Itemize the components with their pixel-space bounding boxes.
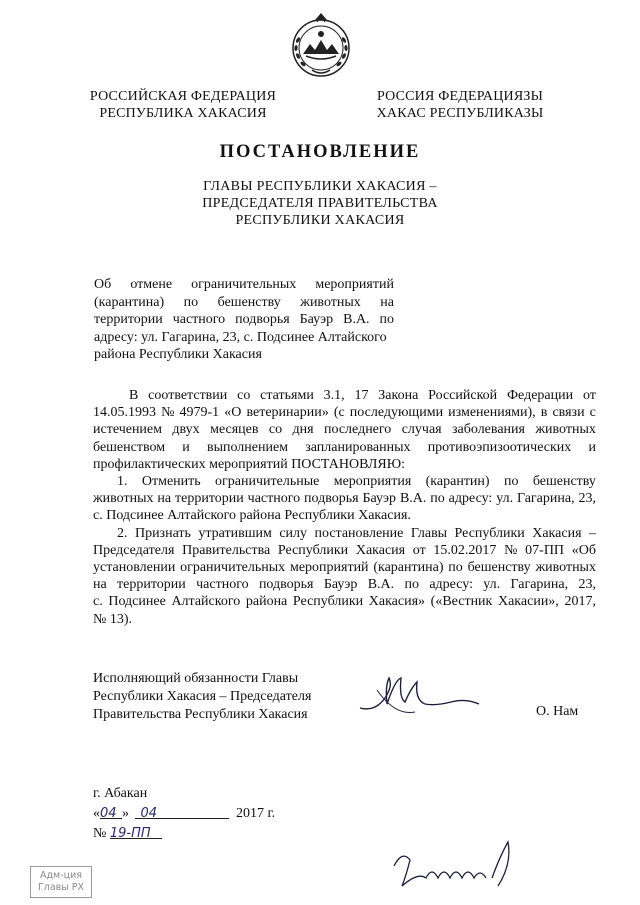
paragraph-3-line-6: № 13). (93, 611, 133, 627)
word: мероприятия (333, 474, 412, 490)
word: территории (94, 312, 163, 327)
subject-line-2 (94, 294, 394, 312)
word: с (589, 405, 596, 421)
date-line (93, 804, 275, 824)
paragraph-2-line-1 (93, 473, 596, 490)
word: Закона (378, 388, 419, 403)
word: 2017, (564, 594, 596, 610)
paragraph-1-line-2 (93, 404, 596, 421)
header-left-line-1: РОССИЙСКАЯ ФЕДЕРАЦИЯ (89, 89, 277, 104)
word: Бауэр (323, 577, 358, 593)
word: Признать (134, 525, 191, 541)
word: случая (401, 422, 442, 438)
word: ул. (483, 577, 501, 593)
word: последнего (324, 422, 392, 438)
word: по (404, 577, 419, 593)
word: статьями (260, 388, 314, 403)
word: выполнением (206, 439, 289, 455)
word: подворья (258, 577, 314, 593)
word: мероприятий (289, 560, 369, 576)
word: 4979-1 (179, 405, 220, 421)
word: Председателя (93, 542, 175, 558)
word: 2. (117, 525, 128, 541)
subtitle-line-3: РЕСПУБЛИКИ ХАКАСИЯ (235, 213, 405, 228)
word: последующими (349, 405, 444, 421)
word: и (588, 439, 596, 455)
subject-block (94, 276, 394, 364)
word: В.А. (343, 312, 370, 327)
word: ветеринарии» (246, 405, 329, 421)
word: мероприятий (315, 277, 394, 292)
word: Об (94, 277, 112, 292)
paragraph-1-line-5: профилактических мероприятий ПОСТАНОВЛЯЮ: (93, 456, 406, 472)
subject-line-3 (94, 311, 394, 329)
word: дня (292, 422, 314, 438)
document-subtitle (0, 178, 640, 229)
word: адресу: (448, 491, 493, 507)
word: связи (552, 405, 585, 421)
header-left-line-2: РЕСПУБЛИКА ХАКАСИЯ (99, 106, 267, 121)
word: 17 (354, 388, 369, 403)
word: соответствии (148, 388, 228, 403)
word: территории (117, 577, 186, 593)
word: 3.1, (323, 388, 345, 403)
signatory-line-2: Республики Хакасия – Председателя (93, 689, 312, 704)
word: Российской (428, 388, 498, 403)
word: Гагарина, (510, 577, 569, 593)
word: 23, (578, 491, 596, 507)
subject-line-5: района Республики Хакасия (94, 347, 262, 362)
word: ул. (496, 491, 514, 507)
word: Бауэр (362, 491, 397, 507)
registration-stamp (30, 866, 92, 898)
word: «О (224, 405, 242, 421)
word: бешенству (532, 474, 596, 490)
word: Республики (292, 594, 364, 610)
word: Республики (454, 525, 525, 541)
word: ограничительных (191, 277, 297, 292)
word: постановление (314, 525, 404, 541)
subject-line-4: адресу: ул. Гагарина, 23, с. Подсинее Алтайского (94, 329, 387, 345)
word: и (182, 439, 190, 455)
word: подворья (235, 312, 290, 327)
word: В (129, 388, 139, 403)
word: бешенству (467, 560, 531, 576)
paragraph-3-line-2 (93, 542, 596, 559)
word: по (379, 312, 394, 327)
word: от (582, 388, 596, 403)
word: В.А. (399, 491, 427, 507)
word: по (183, 294, 199, 310)
paragraph-2-line-2 (93, 490, 596, 507)
word: Отменить (141, 474, 201, 490)
word: по (503, 474, 519, 490)
word: на (157, 491, 172, 507)
word: частного (247, 491, 301, 507)
word: ограничительных (180, 560, 286, 576)
body-text (93, 387, 596, 628)
word: В.А. (367, 577, 395, 593)
stamp-line-1: Адм-ция (39, 870, 83, 881)
word: с. (93, 594, 103, 610)
header-right (360, 88, 560, 122)
word: (карантина) (373, 560, 444, 576)
stamp-line-2: Главы РХ (37, 882, 85, 893)
word: (карантин) (425, 474, 490, 490)
date-open-quote: « (93, 806, 100, 821)
word: подворья (304, 491, 359, 507)
signatory-line-3: Правительства Республики Хакасия (93, 707, 308, 722)
word: Гагарина, (516, 491, 575, 507)
word: Хакасия (355, 542, 406, 558)
word: противоэпизоотических (427, 439, 572, 455)
word: в (540, 405, 548, 421)
word: – (588, 525, 596, 541)
handwritten-signature (355, 668, 485, 728)
number-label: № (93, 826, 107, 841)
date-month: 04 (140, 806, 158, 821)
word: животных (535, 560, 596, 576)
word: месяцев (210, 422, 259, 438)
word: № (504, 542, 518, 558)
word: животных (93, 491, 154, 507)
paragraph-1-line-4 (93, 439, 596, 456)
word: Подсинее (108, 594, 166, 610)
header-right-line-1: РОССИЯ ФЕДЕРАЦИЯЗЫ (376, 89, 544, 104)
document-footer (93, 784, 275, 844)
signatory-name: О. Нам (536, 704, 579, 719)
document-number: 19-ПП (109, 826, 151, 841)
word: заболевания (452, 422, 525, 438)
word: Главы (410, 525, 448, 541)
signatory-title (93, 670, 311, 724)
date-day: 04 (100, 806, 117, 821)
word: Алтайского (171, 594, 241, 610)
paragraph-3-line-4 (93, 576, 596, 593)
word: Хакасия (532, 525, 582, 541)
paragraph-3-line-3 (93, 559, 596, 576)
word: (с (333, 405, 345, 421)
city: г. Абакан (93, 786, 148, 801)
date-year: 2017 г. (236, 806, 276, 821)
handwritten-initials (388, 836, 528, 896)
word: (карантина) (94, 294, 165, 310)
word: 23, (578, 577, 596, 593)
word: Республики (277, 542, 349, 558)
word: района (245, 594, 288, 610)
signatory-line-1: Исполняющий обязанности Главы (93, 671, 299, 686)
word: на (380, 294, 394, 310)
word: установлении (93, 560, 176, 576)
word: № (161, 405, 175, 421)
word: утратившим (198, 525, 272, 541)
word: на (93, 577, 107, 593)
word: Правительства (182, 542, 271, 558)
word: силу (279, 525, 308, 541)
word: 1. (117, 474, 128, 490)
paragraph-1-line-1 (93, 387, 596, 404)
word: («Вестник (430, 594, 493, 610)
word: бешенству (217, 294, 281, 310)
word: животных (535, 422, 596, 438)
word: Федерации (506, 388, 574, 403)
word: запланированных (305, 439, 411, 455)
word: по (448, 560, 463, 576)
word: Хакасии», (497, 594, 559, 610)
date-close-quote: » (122, 806, 129, 821)
word: ограничительные (215, 474, 320, 490)
word: бешенством (93, 439, 166, 455)
word: адресу: (429, 577, 473, 593)
word: отмене (130, 277, 173, 292)
word: 14.05.1993 (93, 405, 156, 421)
header-left (88, 88, 278, 122)
word: животных (300, 294, 361, 310)
subtitle-line-2: ПРЕДСЕДАТЕЛЯ ПРАВИТЕЛЬСТВА (202, 196, 438, 211)
paragraph-3-line-5 (93, 593, 596, 610)
word: истечением (93, 422, 163, 438)
word: со (237, 388, 251, 403)
word: от (412, 542, 426, 558)
subject-line-1 (94, 276, 394, 294)
word: по (430, 491, 445, 507)
document-title: ПОСТАНОВЛЕНИЕ (219, 142, 421, 162)
header-right-line-2: ХАКАС РЕСПУБЛИКАЗЫ (376, 106, 544, 121)
word: двух (172, 422, 200, 438)
word: «Об (571, 542, 596, 558)
word: Бауэр (299, 312, 334, 327)
word: изменениями), (448, 405, 536, 421)
paragraph-2-line-3: с. Подсинее Алтайского района Республики Хакасия. (93, 508, 411, 524)
word: территории (175, 491, 244, 507)
word: со (268, 422, 283, 438)
word: 07-ПП (525, 542, 565, 558)
paragraph-1-line-3 (93, 421, 596, 438)
word: частного (196, 577, 249, 593)
subtitle-line-1: ГЛАВЫ РЕСПУБЛИКИ ХАКАСИЯ – (203, 179, 437, 194)
paragraph-3-line-1 (93, 525, 596, 542)
word: Хакасия» (368, 594, 426, 610)
word: 15.02.2017 (433, 542, 497, 558)
coat-of-arms-emblem (288, 10, 354, 80)
number-line (93, 824, 275, 844)
word: частного (172, 312, 226, 327)
